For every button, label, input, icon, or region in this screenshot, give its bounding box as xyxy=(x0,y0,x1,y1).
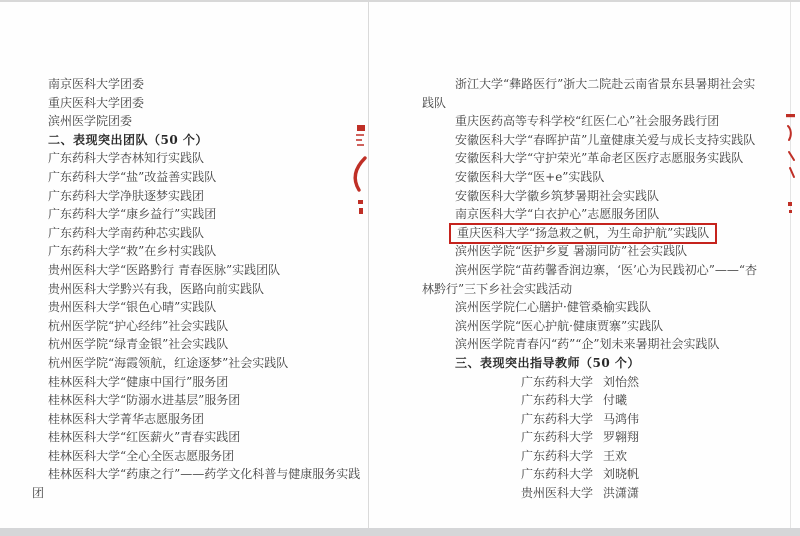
team-item: 贵州医科大学“医路黔行 青春医脉”实践团队 xyxy=(48,262,281,277)
right-page-content xyxy=(422,75,762,503)
team-item: 滨州医学院仁心膳护·健管桑榆实践队 xyxy=(455,300,651,315)
teacher-row: 广东药科大学 付曦 xyxy=(521,393,628,408)
team-item: 杭州医学院“绿青金银”社会实践队 xyxy=(48,337,229,352)
team-item: 广东药科大学南药种芯实践队 xyxy=(48,225,205,240)
team-item: 安徽医科大学“医+e”实践队 xyxy=(455,169,605,184)
committee-line: 滨州医学院团委 xyxy=(48,114,133,129)
team-item: 安徽医科大学“春晖护苗”儿童健康关爱与成长支持实践队 xyxy=(455,132,756,147)
team-item: 广东药科大学“救”在乡村实践队 xyxy=(48,244,217,259)
team-item: 广东药科大学“盐”改益善实践队 xyxy=(48,169,217,184)
team-item: 广东药科大学杏林知行实践队 xyxy=(48,151,205,166)
team-item: 贵州医科大学黔兴有我，医路向前实践队 xyxy=(48,281,265,296)
team-item: 南京医科大学“白衣护心”志愿服务团队 xyxy=(455,207,660,222)
teacher-row: 贵州医科大学 洪潇潇 xyxy=(521,486,640,501)
committee-line: 重庆医科大学团委 xyxy=(48,95,145,110)
team-item: 桂林医科大学“全心全医志愿服务团 xyxy=(48,448,235,463)
section-2-heading: 二、表现突出团队（50 个） xyxy=(48,132,208,147)
teacher-row: 广东药科大学 刘晓帆 xyxy=(521,467,640,482)
page-right-edge xyxy=(790,2,791,528)
team-item: 安徽医科大学“守护荣光”革命老区医疗志愿服务实践队 xyxy=(455,151,744,166)
team-item: 桂林医科大学菁华志愿服务团 xyxy=(48,411,205,426)
team-item: 广东药科大学净肤逐梦实践团 xyxy=(48,188,205,203)
scan-bottom-edge xyxy=(0,528,800,536)
team-item: 滨州医学院“医心护航·健康贾寨”实践队 xyxy=(455,318,664,333)
teacher-row: 广东药科大学 马鸿伟 xyxy=(521,411,640,426)
left-page-content xyxy=(32,75,366,503)
team-item-highlighted: 重庆医科大学“扬急救之帆，为生命护航”实践队 xyxy=(422,224,762,243)
team-item: 浙江大学“彝路医行”浙大二院赴云南省景东县暑期社会实践队 xyxy=(422,77,756,110)
section-3-heading: 三、表现突出指导教师（50 个） xyxy=(455,355,640,370)
teacher-row: 广东药科大学 王欢 xyxy=(521,448,628,463)
team-item: 桂林医科大学“健康中国行”服务团 xyxy=(48,374,229,389)
team-item: 贵州医科大学“银色心晴”实践队 xyxy=(48,300,217,315)
team-item: 重庆医药高等专科学校“红医仁心”社会服务践行团 xyxy=(455,114,720,129)
team-item: 杭州医学院“护心经纬”社会实践队 xyxy=(48,318,229,333)
team-item: 杭州医学院“海霞领航，红途逐梦”社会实践队 xyxy=(48,355,289,370)
team-item: 桂林医科大学“红医薪火”青春实践团 xyxy=(48,430,241,445)
team-item: 滨州医学院“苗药馨香润边寨，‘医’心为民践初心”——“杏林黔行”三下乡社会实践活动 xyxy=(422,262,758,296)
team-item: 桂林医科大学“药康之行”——药学文化科普与健康服务实践团 xyxy=(32,467,361,501)
teacher-row: 广东药科大学 刘怡然 xyxy=(521,374,640,389)
team-item: 滨州医学院“医护乡夏 暑溺同防”社会实践队 xyxy=(455,244,688,259)
committee-line: 南京医科大学团委 xyxy=(48,77,145,91)
team-item: 滨州医学院青春闪“药”“企”划未来暑期社会实践队 xyxy=(455,337,720,352)
team-item: 桂林医科大学“防溺水进基层”服务团 xyxy=(48,393,241,408)
team-item: 广东药科大学“康乡益行”实践团 xyxy=(48,207,217,222)
teacher-row: 广东药科大学 罗翱翔 xyxy=(521,430,640,445)
team-item: 安徽医科大学徽乡筑梦暑期社会实践队 xyxy=(455,188,660,203)
page-divider xyxy=(368,2,369,528)
